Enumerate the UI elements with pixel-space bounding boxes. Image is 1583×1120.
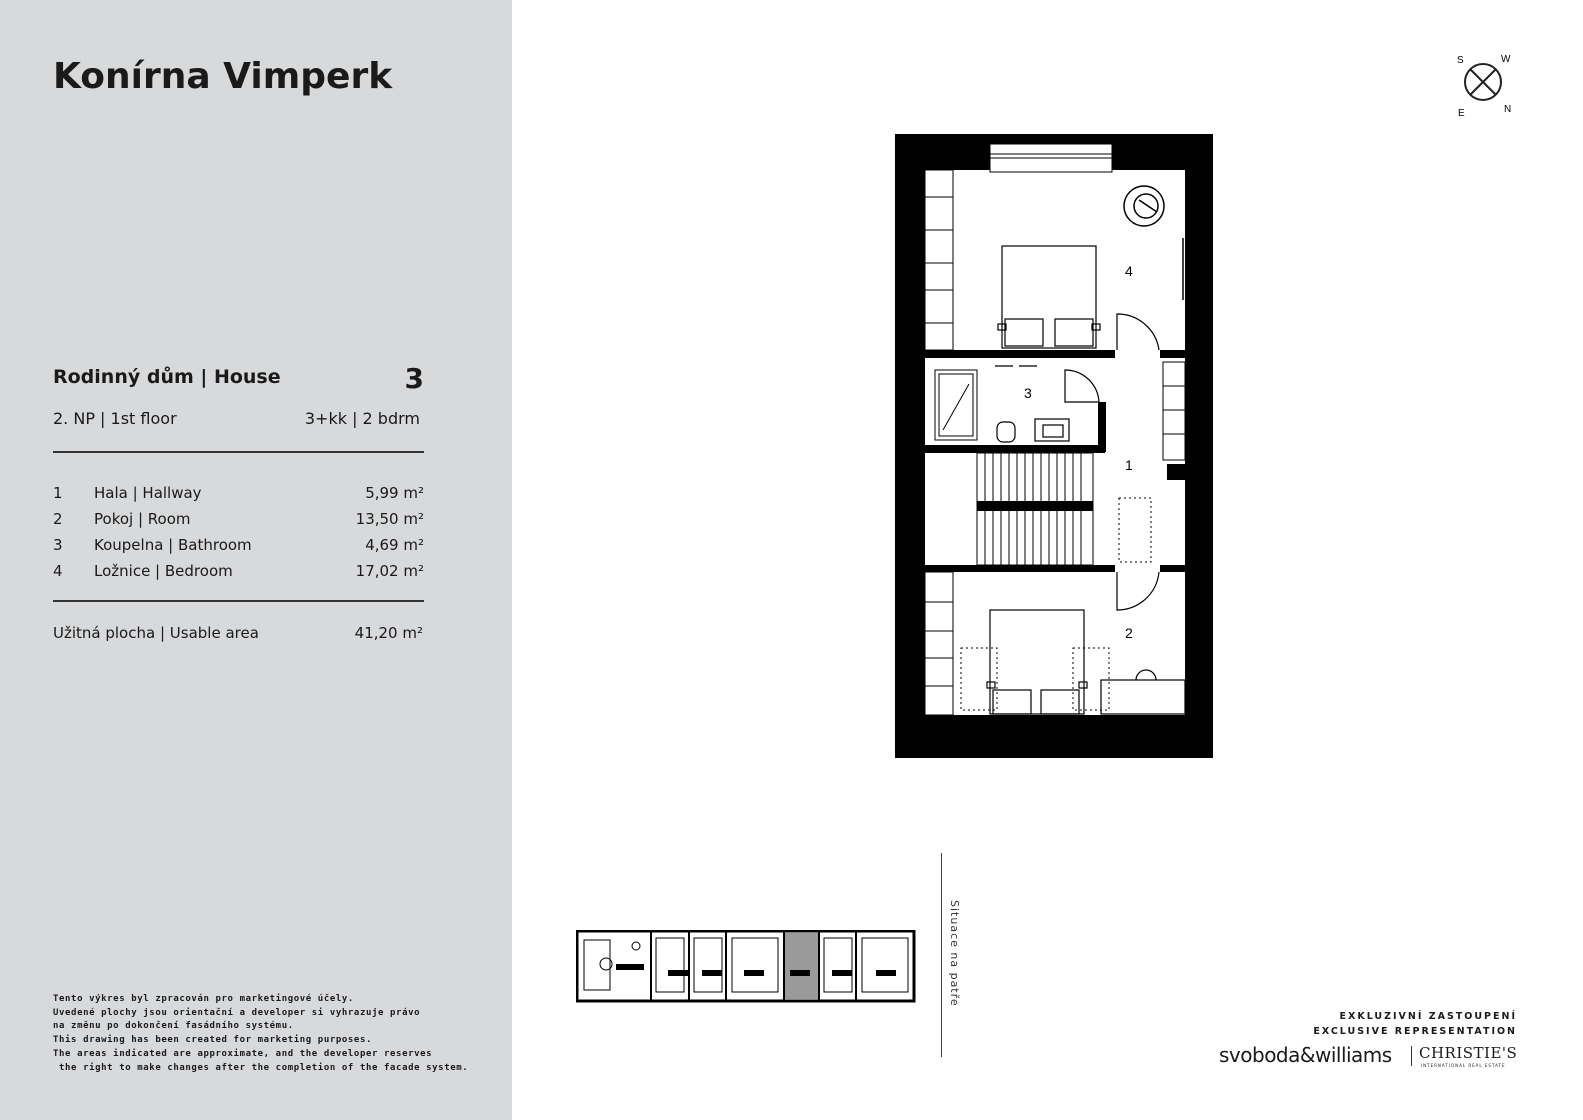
room-label-1: 1	[1125, 457, 1133, 473]
interior-wall	[1167, 464, 1185, 480]
disclaimer	[53, 993, 503, 1075]
room-number: 2	[53, 510, 63, 528]
representation-en: EXCLUSIVE REPRESENTATION	[1313, 1026, 1517, 1037]
floor-label: 2. NP | 1st floor	[53, 409, 177, 428]
hall-closet	[1163, 362, 1185, 460]
disclaimer-line: na změnu po dokončení fasádního systému.	[53, 1021, 294, 1032]
bed	[998, 246, 1100, 348]
project-title: Konírna Vimperk	[53, 56, 393, 97]
rug	[1119, 498, 1151, 562]
bathroom-fixtures	[995, 366, 1099, 442]
disclaimer-line: Tento výkres byl zpracován pro marketingové účely.	[53, 994, 354, 1004]
divider	[53, 600, 424, 602]
interior-wall	[1098, 402, 1106, 452]
layout-label: 3+kk | 2 bdrm	[304, 409, 420, 428]
interior-wall	[925, 565, 1115, 572]
room-number: 3	[53, 536, 63, 554]
representation-cz: EXKLUZIVNÍ ZASTOUPENÍ	[1339, 1011, 1517, 1022]
stair-landing	[977, 501, 1093, 511]
room-label-4: 4	[1125, 263, 1133, 279]
disclaimer-line: The areas indicated are approximate, and the developer reserves	[53, 1048, 433, 1059]
room-name: Hala | Hallway	[94, 484, 202, 502]
site-plan	[576, 930, 916, 1004]
desk	[1101, 670, 1185, 714]
disclaimer-line: the right to make changes after the completion of the facade system.	[53, 1062, 469, 1073]
room-row	[53, 510, 424, 534]
room-name: Koupelna | Bathroom	[94, 536, 252, 554]
property-type: Rodinný dům | House	[53, 366, 281, 388]
disclaimer-line: This drawing has been created for marketing purposes.	[53, 1035, 372, 1046]
house-number: 3	[404, 362, 424, 395]
interior-wall	[925, 350, 1115, 358]
room-name: Ložnice | Bedroom	[94, 562, 233, 580]
representation-label	[1313, 1009, 1517, 1039]
compass-n: N	[1504, 104, 1512, 115]
site-caption: Situace na patře	[948, 900, 961, 1007]
room-name: Pokoj | Room	[94, 510, 191, 528]
partner-logo: CHRISTIE'S	[1419, 1044, 1518, 1062]
usable-area-label: Užitná plocha | Usable area	[53, 624, 259, 642]
agency-logo: svoboda&williams	[1219, 1043, 1392, 1067]
room-area: 17,02 m²	[355, 562, 424, 580]
room-row	[53, 562, 424, 586]
interior-wall	[1160, 565, 1185, 572]
room-row	[53, 536, 424, 560]
compass-e: E	[1458, 108, 1465, 119]
bed	[987, 610, 1087, 714]
room-number: 4	[53, 562, 63, 580]
highlighted-unit	[784, 933, 819, 999]
divider	[53, 451, 424, 453]
compass-s: S	[1457, 55, 1464, 66]
divider-vertical	[941, 853, 942, 1057]
disclaimer-line: Uvedené plochy jsou orientační a developer si vyhrazuje právo	[53, 1007, 421, 1018]
usable-area-value: 41,20 m²	[354, 624, 423, 642]
wardrobe	[925, 170, 953, 350]
room-number: 1	[53, 484, 63, 502]
compass-w: W	[1501, 54, 1511, 65]
door-swing	[1117, 314, 1159, 350]
room-area: 5,99 m²	[365, 484, 424, 502]
room-area: 13,50 m²	[355, 510, 424, 528]
door-swing	[1117, 572, 1159, 610]
room-area: 4,69 m²	[365, 536, 424, 554]
wardrobe	[925, 572, 953, 715]
armchair	[1124, 186, 1164, 226]
interior-wall	[925, 445, 1105, 453]
compass-icon	[1454, 50, 1524, 120]
interior-wall	[1160, 350, 1185, 358]
room-row	[53, 484, 424, 508]
logo-separator	[1411, 1046, 1412, 1066]
room-label-2: 2	[1125, 625, 1133, 641]
shower	[935, 370, 977, 440]
info-sidebar	[0, 0, 512, 1120]
floor-plan	[895, 134, 1213, 758]
partner-logo-sub: INTERNATIONAL REAL ESTATE	[1421, 1063, 1506, 1068]
room-label-3: 3	[1024, 385, 1032, 401]
